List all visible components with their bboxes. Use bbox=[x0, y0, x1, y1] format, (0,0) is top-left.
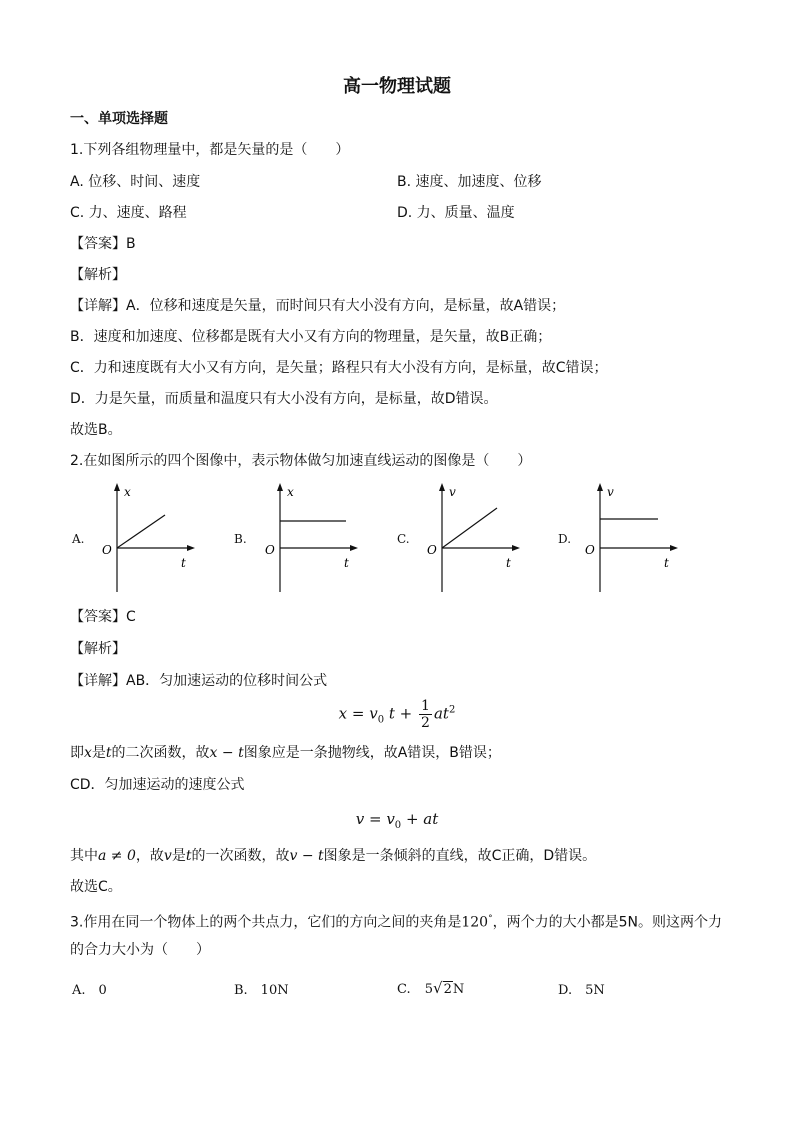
formula-1-left: x = v bbox=[338, 704, 378, 723]
math-expression: a ≠ 0 bbox=[98, 848, 136, 864]
graph-d-x-axis-label: t bbox=[664, 556, 669, 570]
formula-2-right: + at bbox=[401, 810, 439, 828]
q3-option-d: D. 5N bbox=[558, 983, 605, 998]
formula-1-right: at bbox=[433, 704, 449, 723]
formula-1-sub: 0 bbox=[377, 714, 385, 726]
text-fragment: 是 bbox=[91, 745, 106, 761]
radical-sign-icon: √ bbox=[433, 979, 443, 997]
q1-detail-3: C．力和速度既有大小又有方向，是矢量；路程只有大小没有方向，是标量，故C错误； bbox=[70, 360, 608, 376]
q2-detail-3: CD．匀加速运动的速度公式 bbox=[70, 777, 245, 793]
q2-detail-2 bbox=[70, 744, 501, 762]
graph-d bbox=[578, 480, 688, 595]
math-variable: t bbox=[105, 745, 112, 761]
graph-a-origin-label: O bbox=[102, 543, 112, 557]
q2-detail-1: 【详解】AB．匀加速运动的位移时间公式 bbox=[70, 673, 328, 689]
math-expression: x − t bbox=[209, 745, 244, 761]
q1-answer: 【答案】B bbox=[70, 236, 136, 252]
q1-option-c: C. 力、速度、路程 bbox=[70, 205, 187, 221]
q3-option-a: A. 0 bbox=[72, 983, 107, 998]
unit: N bbox=[452, 982, 465, 997]
q3-option-c bbox=[397, 979, 464, 997]
text-fragment: 其中 bbox=[70, 848, 98, 864]
text-fragment: 图象应是一条抛物线，故A错误，B错误； bbox=[243, 745, 501, 761]
q2-analysis-label: 【解析】 bbox=[70, 641, 126, 657]
formula-velocity bbox=[0, 810, 794, 831]
q3-stem-line-2: 的合力大小为（ ） bbox=[70, 942, 210, 958]
angle-value: 120 bbox=[461, 914, 489, 931]
text-fragment: 的一次函数，故 bbox=[191, 848, 290, 864]
formula-2-sub: 0 bbox=[394, 820, 402, 831]
graph-b-label: B. bbox=[234, 532, 247, 546]
graph-a-label: A. bbox=[72, 532, 85, 546]
text-fragment: 图象是一条倾斜的直线，故C正确，D错误。 bbox=[323, 848, 597, 864]
q1-stem: 1.下列各组物理量中，都是矢量的是（ ） bbox=[70, 142, 350, 158]
formula-1-mid: t + bbox=[388, 704, 413, 723]
math-variable: t bbox=[185, 848, 192, 864]
graph-a-x-axis-label: t bbox=[181, 556, 186, 570]
q1-detail-1: 【详解】A．位移和速度是矢量，而时间只有大小没有方向，是标量，故A错误； bbox=[70, 298, 566, 314]
formula-displacement bbox=[0, 698, 794, 731]
q1-option-b: B. 速度、加速度、位移 bbox=[397, 174, 542, 190]
q2-detail-4 bbox=[70, 847, 596, 865]
fraction-numerator: 1 bbox=[421, 698, 430, 714]
graph-a bbox=[95, 480, 205, 595]
q3-option-b: B. 10N bbox=[234, 983, 289, 998]
text-fragment: ，两个力的大小都是5N。则这两个力 bbox=[492, 914, 722, 931]
section-heading: 一、单项选择题 bbox=[70, 111, 168, 127]
q1-option-d: D. 力、质量、温度 bbox=[397, 205, 515, 221]
graph-c-x-axis-label: t bbox=[506, 556, 511, 570]
text-fragment: 3.作用在同一个物体上的两个共点力，它们的方向之间的夹角是 bbox=[70, 914, 462, 931]
option-label: C. bbox=[397, 982, 411, 997]
page-title: 高一物理试题 bbox=[343, 76, 451, 97]
text-fragment: 是 bbox=[171, 848, 186, 864]
graph-a-y-axis-label: x bbox=[124, 485, 131, 499]
graph-d-y-axis-label: v bbox=[607, 485, 614, 499]
text-fragment: 即 bbox=[70, 745, 84, 761]
graph-c bbox=[420, 480, 530, 595]
coefficient: 5 bbox=[424, 982, 434, 997]
radicand: 2 bbox=[443, 982, 452, 997]
q2-stem: 2.在如图所示的四个图像中，表示物体做匀加速直线运动的图像是（ ） bbox=[70, 453, 532, 469]
graph-c-origin-label: O bbox=[427, 543, 437, 557]
graph-b-y-axis-label: x bbox=[287, 485, 294, 499]
q1-detail-2: B．速度和加速度、位移都是既有大小又有方向的物理量，是矢量，故B正确； bbox=[70, 329, 552, 345]
math-variable: x bbox=[84, 745, 92, 761]
q2-conclusion: 故选C。 bbox=[70, 879, 122, 895]
math-variable: v bbox=[163, 848, 172, 864]
fraction-denominator: 2 bbox=[421, 715, 430, 731]
q1-analysis-label: 【解析】 bbox=[70, 267, 126, 283]
graph-b bbox=[258, 480, 368, 595]
q1-option-a: A. 位移、时间、速度 bbox=[70, 174, 201, 190]
graph-b-origin-label: O bbox=[265, 543, 275, 557]
graph-d-origin-label: O bbox=[585, 543, 595, 557]
degree-sign: ° bbox=[488, 914, 493, 924]
text-fragment: ，故 bbox=[135, 848, 164, 864]
math-expression: v − t bbox=[289, 848, 324, 864]
graph-d-label: D. bbox=[558, 532, 572, 546]
q3-stem bbox=[70, 910, 722, 932]
q1-detail-4: D．力是矢量，而质量和温度只有大小没有方向，是标量，故D错误。 bbox=[70, 391, 498, 407]
fraction-one-half bbox=[419, 698, 432, 731]
text-fragment: 的二次函数，故 bbox=[111, 745, 210, 761]
q2-answer: 【答案】C bbox=[70, 609, 136, 625]
formula-1-sup: 2 bbox=[448, 704, 456, 716]
graph-b-x-axis-label: t bbox=[344, 556, 349, 570]
graph-c-y-axis-label: v bbox=[449, 485, 456, 499]
q1-conclusion: 故选B。 bbox=[70, 422, 122, 438]
graph-c-label: C. bbox=[397, 532, 410, 546]
formula-2-left: v = v bbox=[355, 810, 395, 828]
